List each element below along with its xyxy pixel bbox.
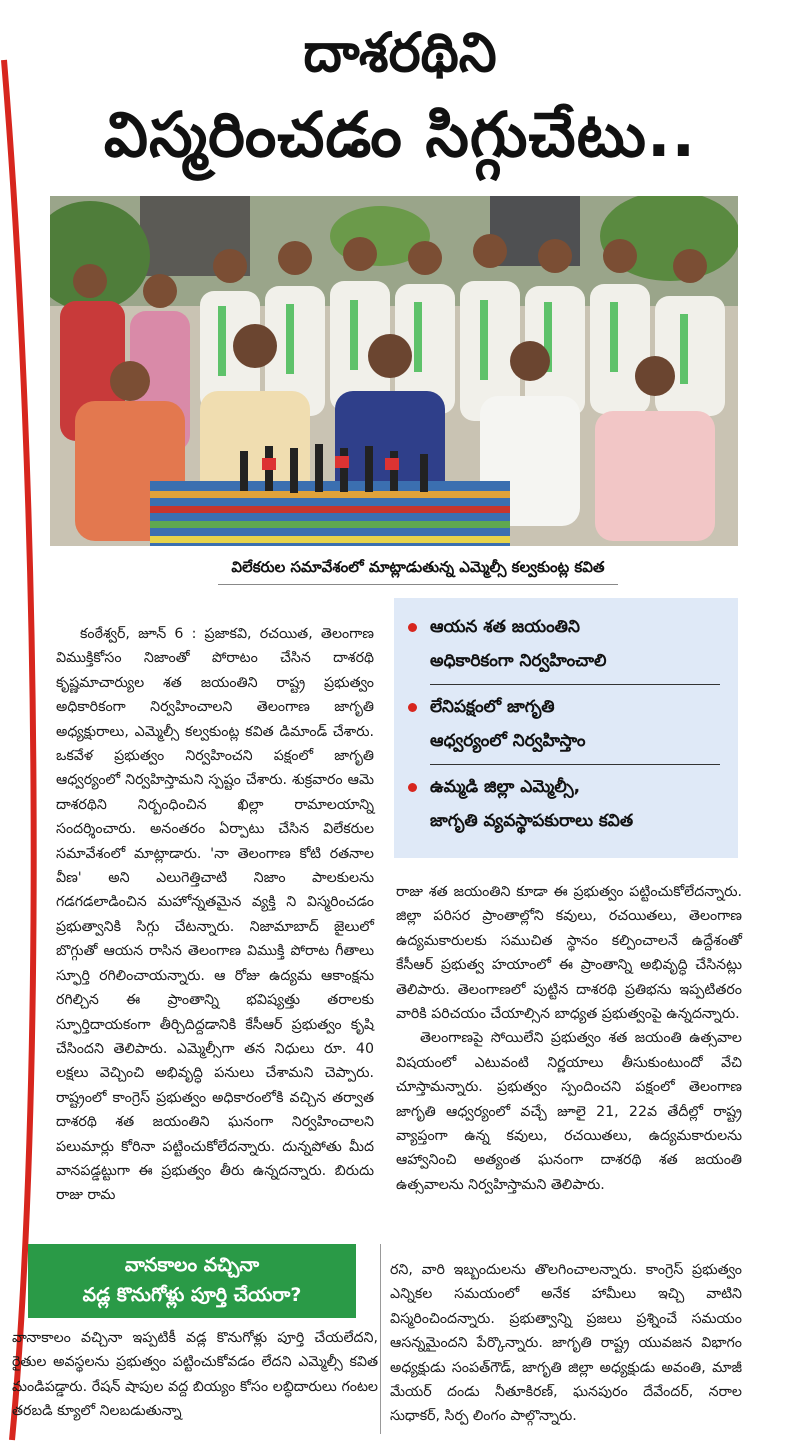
highlight-item: ఉమ్మడి జిల్లా ఎమ్మెల్సీ, జాగృతి వ్యవస్థాపకురాలు కవిత	[408, 770, 728, 838]
sidebar-left-text: వానాకాలం వచ్చినా ఇప్పటికీ వడ్ల కొనుగోళ్లు పూర్తి చేయలేదని, రైతుల అవస్థలను ప్రభుత్వం పట్టించుకోవడం లేదని ఎమ్మెల్సీ కవిత మండిపడ్డారు. రేషన్ షాపుల వద్ద బియ్యం కోసం లబ్ధిదారులు గంటల తరబడి క్యూలో నిలబడుతున్నా	[12, 1330, 378, 1420]
sidebar-left-column	[12, 1326, 378, 1424]
article-right-paragraph-2: తెలంగాణపై సోయిలేని ప్రభుత్వం శత జయంతి ఉత్సవాల విషయంలో ఎటువంటి నిర్ణయాలు తీసుకుంటుందో వేచి చూస్తామన్నారు. ప్రభుత్వం స్పందించని పక్షంలో తెలంగాణ జాగృతి ఆధ్వర్యంలో వచ్చే జూలై 21, 22వ తేదీల్లో రాష్ట్ర వ్యాప్తంగా ఉన్న కవులు, రచయితలు, ఉద్యమకారులను ఆహ్వానించి అత్యంత ఘనంగా దాశరథి శత జయంతి ఉత్సవాలను నిర్వహిస్తామని తెలిపారు.	[396, 1030, 742, 1193]
bullet-icon	[408, 703, 417, 712]
highlight-item: ఆయన శత జయంతిని అధికారికంగా నిర్వహించాలి	[408, 610, 728, 678]
divider	[430, 764, 720, 765]
article-right-paragraph-1: రాజు శత జయంతిని కూడా ఈ ప్రభుత్వం పట్టించుకోలేదన్నారు. జిల్లా పరిసర ప్రాంతాల్లోని కవులు, రచయితలు, తెలంగాణ ఉద్యమకారులకు సముచిత స్థానం కల్పించాలనే ఉద్దేశంతో కేసీఆర్ ప్రభుత్వ హయాంలో ఈ ప్రాంతాన్ని అభివృద్ధి చేసినట్లు తెలిపారు. తెలంగాణలో పుట్టిన దాశరథి ప్రతిభను ఇప్పటితరం వారికి పరిచయం చేయాల్సిన బాధ్యత ప్రభుత్వంపై ఉన్నదన్నారు.	[396, 884, 742, 1023]
sidebar-right-text: రని, వారి ఇబ్బందులను తొలగించాలన్నారు. కాంగ్రెస్ ప్రభుత్వం ఎన్నికల సమయంలో అనేక హామీలు ఇచ్చి వాటిని విస్మరించిందన్నారు. ప్రభుత్వాన్ని ప్రజలు ప్రశ్నించే సమయం ఆసన్నమైందని పేర్కొన్నారు. జాగృతి రాష్ట్ర యువజన విభాగం అధ్యక్షుడు సంపత్‌గౌడ్, జాగృతి జిల్లా అధ్యక్షుడు అవంతి, మాజీ మేయర్ దండు నీతూకిరణ్, ఘనపురం దేవేందర్, నరాల సుధాకర్, సిర్ప లింగం పాల్గొన్నారు.	[390, 1262, 742, 1425]
sidebar-title-box	[28, 1244, 356, 1318]
article-left-text: కంఠేశ్వర్, జూన్ 6 : ప్రజాకవి, రచయిత, తెలంగాణ విముక్తికోసం నిజాంతో పోరాటం చేసిన దాశరథి కృష్ణమాచార్యుల శత జయంతిని రాష్ట్ర ప్రభుత్వం అధికారికంగా నిర్వహించాలని తెలంగాణ జాగృతి అధ్యక్షురాలు, ఎమ్మెల్సీ కల్వకుంట్ల కవిత డిమాండ్ చేశారు. ఒకవేళ ప్రభుత్వం నిర్వహించని పక్షంలో జాగృతి ఆధ్వర్యంలో నిర్వహిస్తామని స్పష్టం చేశారు. శుక్రవారం ఆమె దాశరథిని నిర్బంధించిన ఖిల్లా రామాలయాన్ని సందర్శించారు. అనంతరం ఏర్పాటు చేసిన విలేకరుల సమావేశంలో మాట్లాడారు. 'నా తెలంగాణ కోటి రతనాల వీణ' అని ఎలుగెత్తిచాటి నిజాం పాలకులను గడగడలాడించిన మహోన్నతమైన వ్యక్తి ని విస్మరించడం ప్రభుత్వానికి సిగ్గు చేటన్నారు. నిజామాబాద్ జైలులో బొగ్గుతో ఆయన రాసిన తెలంగాణ విముక్తి పోరాట గీతాలు స్ఫూర్తి రగిలించాయన్నారు. ఆ రోజు ఉద్యమ ఆకాంక్షను రగిల్చిన ఈ ప్రాంతాన్ని భవిష్యత్తు తరాలకు స్ఫూర్తిదాయకంగా తీర్చిదిద్దడానికి కేసీఆర్ ప్రభుత్వం కృషి చేసిందని తెలిపారు. ఎమ్మెల్సీగా తన నిధులు రూ. 40 లక్షలు వెచ్చించి అభివృద్ధి పనులు చేశామని చెప్పారు. రాష్ట్రంలో కాంగ్రెస్ ప్రభుత్వం అధికారంలోకి వచ్చిన తర్వాత దాశరథి శత జయంతిని ఘనంగా నిర్వహించాలని పలుమార్లు కోరినా పట్టించుకోలేదన్నారు. దున్నపోతు మీద వానపడ్డట్టుగా ఈ ప్రభుత్వం తీరు ఉన్నదన్నారు. బిరుదు రాజు రామ	[56, 626, 374, 1204]
highlight-item: లేనిపక్షంలో జాగృతి ఆధ్వర్యంలో నిర్వహిస్తాం	[408, 690, 728, 758]
sidebar-right-column	[390, 1258, 742, 1429]
photo-caption: విలేకరుల సమావేశంలో మాట్లాడుతున్న ఎమ్మెల్సీ కల్వకుంట్ల కవిత	[218, 552, 618, 585]
bullet-icon	[408, 623, 417, 632]
sidebar-title-line-1: వానకాలం వచ్చినా	[124, 1254, 260, 1276]
highlights-box	[394, 598, 738, 858]
headline-line-2: విస్మరించడం సిగ్గుచేటు..	[103, 98, 697, 171]
sidebar-title-line-2: వడ్ల కొనుగోళ్లు పూర్తి చేయరా?	[82, 1284, 302, 1306]
press-conference-photo	[50, 196, 738, 546]
article-right-column	[396, 880, 742, 1197]
article-left-column	[56, 622, 374, 1208]
divider	[430, 684, 720, 685]
headline-line-1: దాశరథిని	[303, 21, 497, 84]
bullet-icon	[408, 783, 417, 792]
column-divider	[380, 1244, 381, 1434]
